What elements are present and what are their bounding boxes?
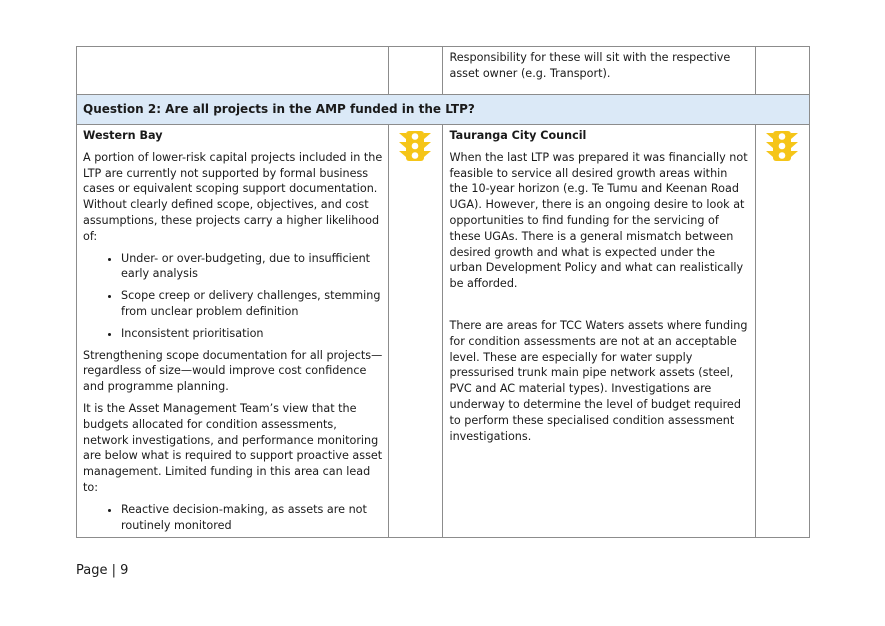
assessment-table [76, 46, 810, 538]
table-row [77, 47, 810, 95]
status-cell [389, 125, 443, 538]
tauranga-heading: Tauranga City Council [449, 129, 587, 142]
bullet-list [83, 502, 382, 534]
table-row [77, 125, 810, 538]
western-bay-cell [77, 125, 389, 538]
list-item: • Inconsistent prioritisation [121, 326, 382, 342]
list-item: • Under- or over-budgeting, due to insufficient early analysis [121, 251, 382, 283]
spacer [449, 298, 748, 318]
western-bay-heading: Western Bay [83, 129, 163, 142]
question-heading: Question 2: Are all projects in the AMP funded in the LTP? [83, 102, 475, 116]
empty-cell [77, 47, 389, 95]
page-number: Page | 9 [76, 563, 129, 578]
question-row [77, 95, 810, 125]
status-cell [755, 125, 809, 538]
paragraph: There are areas for TCC Waters assets where funding for condition assessments are not at an acceptable level. These are especially for water supply pressurised trunk main pipe network assets (steel, PVC and AC material types). Investigations are underway to determine the level of budget required to perform these specialised condition assessment investigations. [449, 318, 748, 443]
empty-cell [755, 47, 809, 95]
paragraph: A portion of lower-risk capital projects included in the LTP are currently not supported by formal business cases or equivalent scoping support documentation. Without clearly defined scope, objectives, and cost assumptions, these projects carry a higher likelihood of: [83, 150, 383, 243]
empty-cell [389, 47, 443, 95]
paragraph: It is the Asset Management Team’s view that the budgets allocated for condition assessments, network investigations, and performance monitoring are below what is required to support proactive asset management. Limited funding in this area can lead to: [83, 401, 383, 494]
list-item: • Reactive decision-making, as assets are not routinely monitored [121, 502, 382, 534]
table-cell [443, 47, 755, 95]
responsibility-text: Responsibility for these will sit with the respective asset owner (e.g. Transport). [449, 51, 731, 80]
list-item: • Scope creep or delivery challenges, stemming from unclear problem definition [121, 288, 382, 320]
paragraph: Strengthening scope documentation for all projects—regardless of size—would improve cost confidence and programme planning. [83, 348, 383, 394]
traffic-light-amber-icon [765, 131, 799, 161]
traffic-light-amber-icon [398, 131, 432, 161]
bullet-list [83, 251, 382, 342]
tauranga-cell [443, 125, 755, 538]
question-cell [77, 95, 810, 125]
paragraph: When the last LTP was prepared it was financially not feasible to service all desired growth areas within the 10-year horizon (e.g. Te Tumu and Keenan Road UGA). However, there is an ongoing desire to look at opportunities to find funding for the servicing of these UGAs. There is a general mismatch between desired growth and what is expected under the urban Development Policy and what can realistically be afforded. [449, 150, 748, 291]
